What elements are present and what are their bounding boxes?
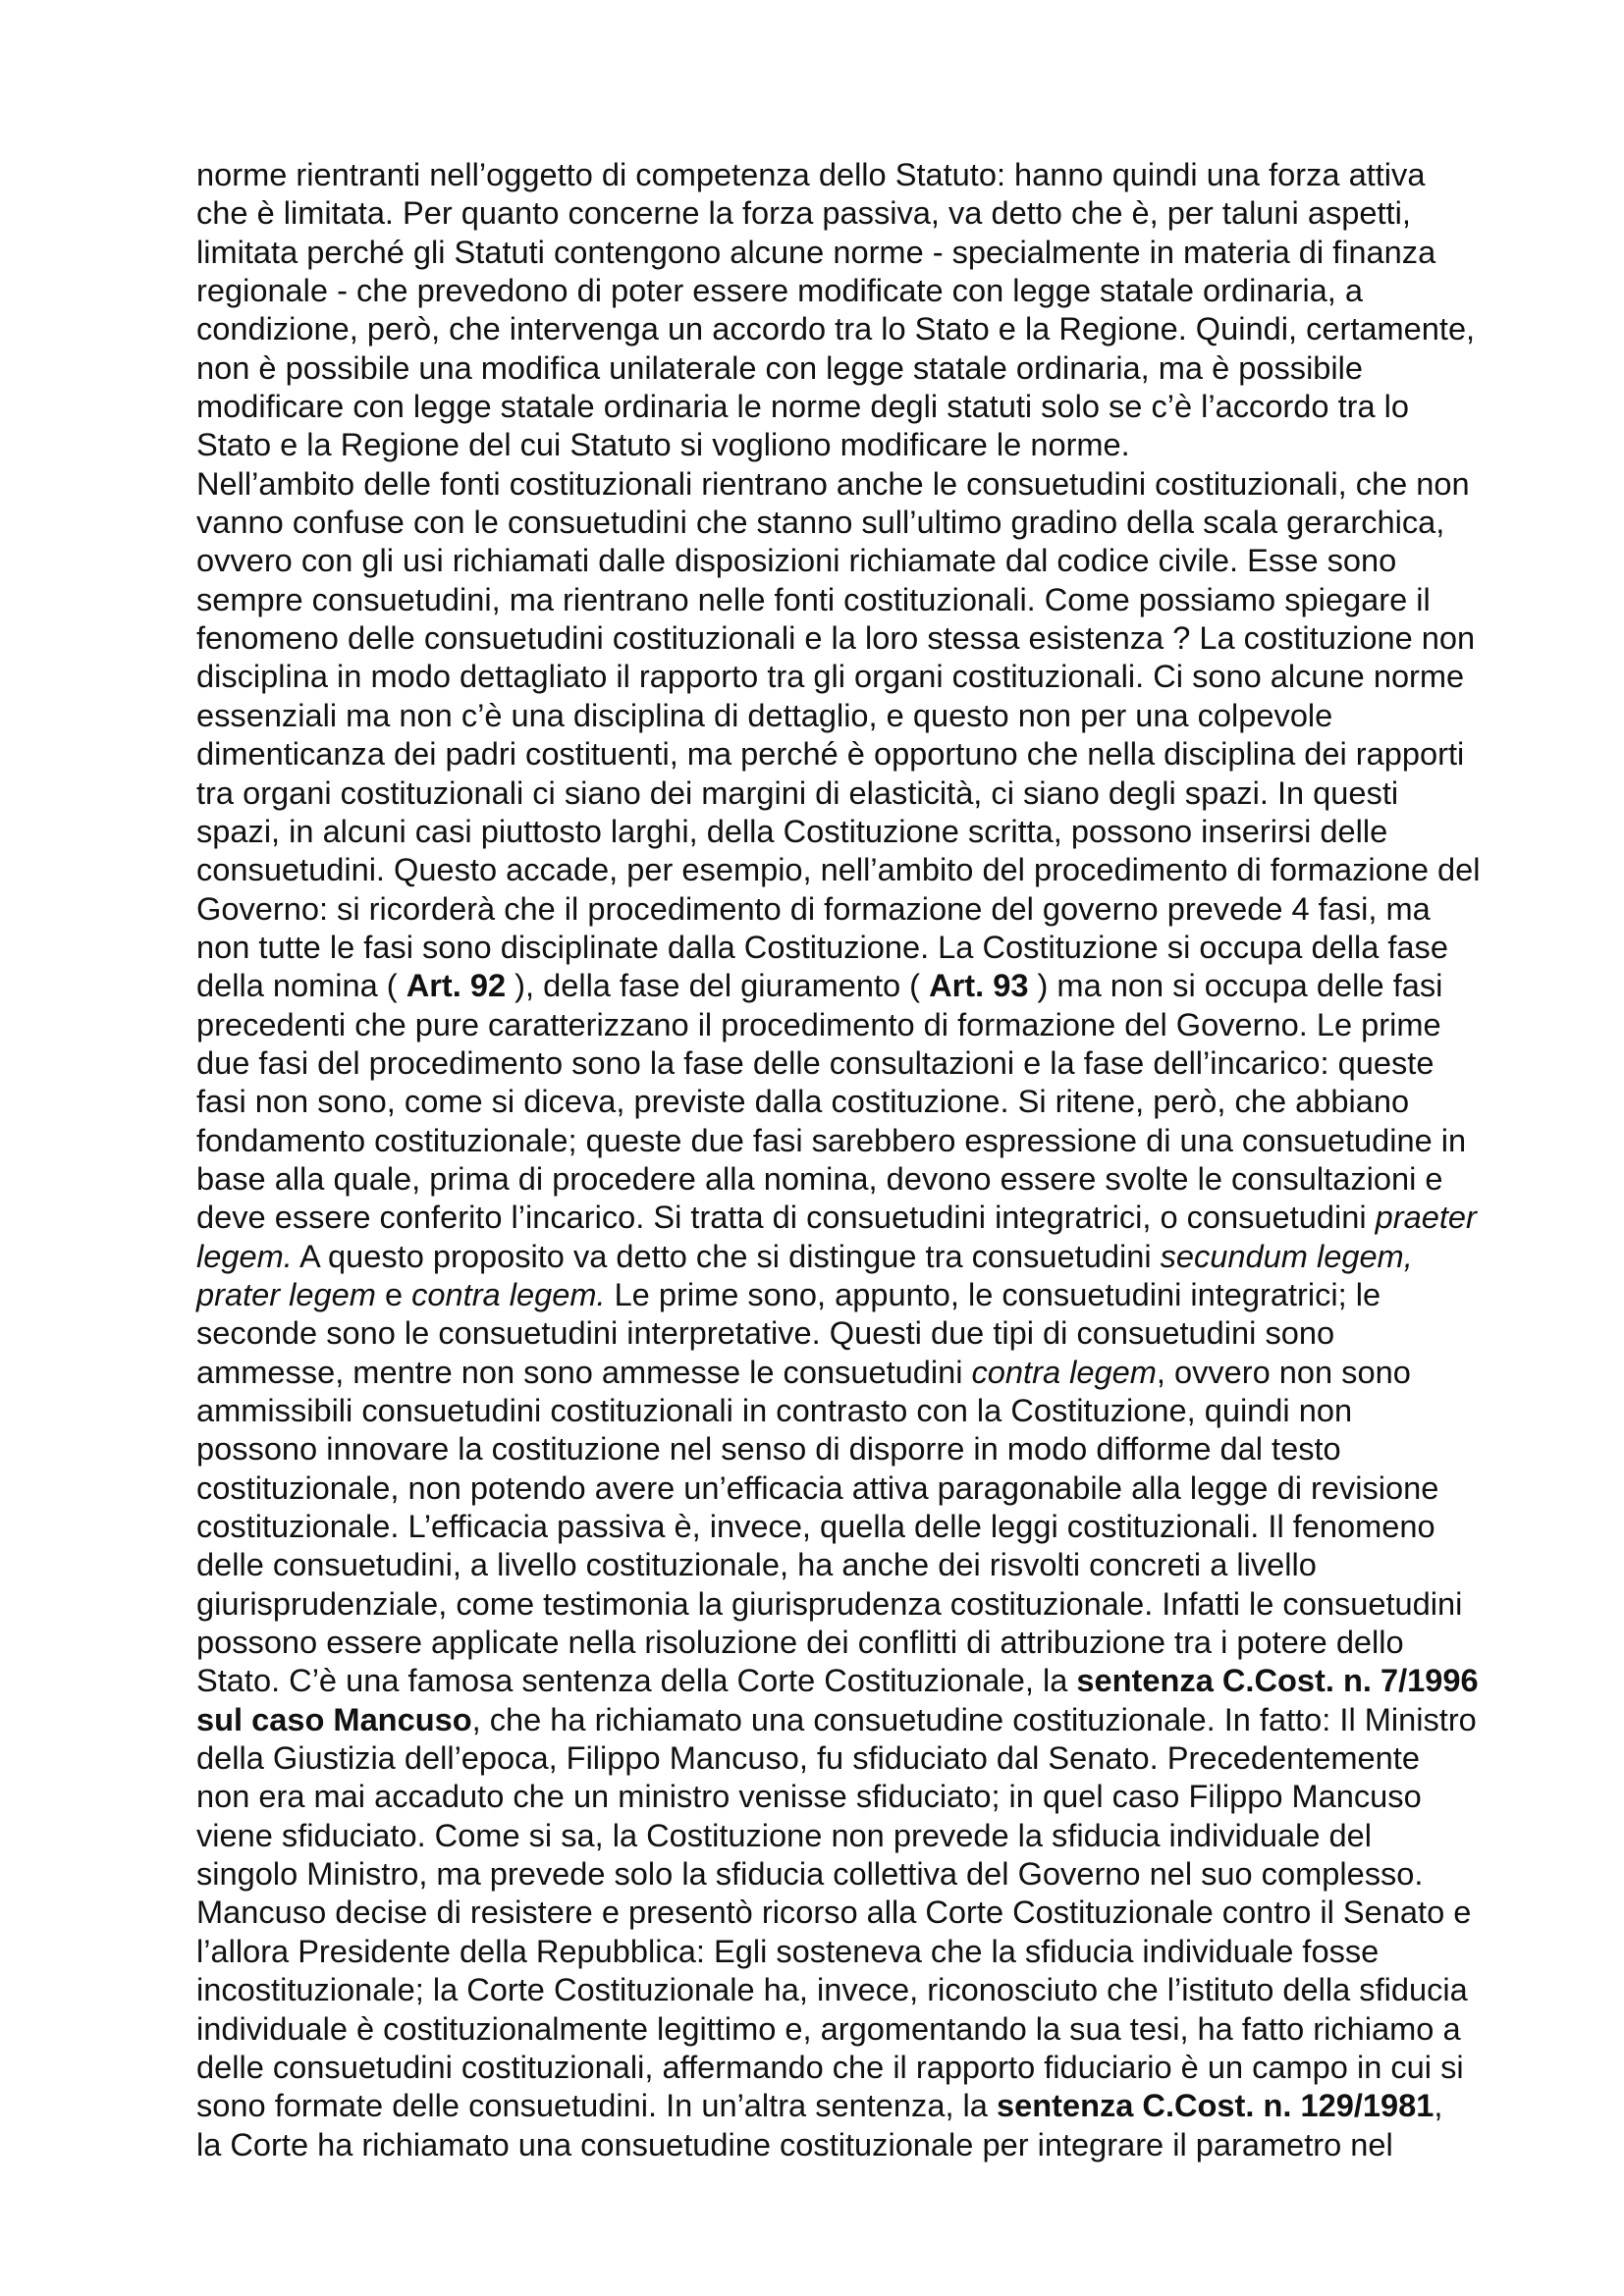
text-line (196, 812, 1488, 850)
text-segment: norme rientranti nell’oggetto di competenza dello Statuto: hanno quindi una forza attiva (196, 156, 1426, 192)
text-segment: Stato e la Regione del cui Statuto si vogliono modificare le norme. (196, 426, 1130, 463)
text-line (196, 348, 1488, 387)
text-segment: deve essere conferito l’incarico. Si tratta di consuetudini integratrici, o consuetudini (196, 1199, 1376, 1236)
text-line (196, 271, 1488, 309)
bold-text: Art. 93 (929, 967, 1029, 1004)
text-line (196, 1816, 1488, 1854)
text-segment: non era mai accaduto che un ministro venisse sfiduciato; in quel caso Filippo Mancuso (196, 1778, 1422, 1815)
text-line (196, 1005, 1488, 1043)
text-segment: individuale è costituzionalmente legittimo e, argomentando la sua tesi, ha fatto richiamo a (196, 2009, 1461, 2047)
text-line (196, 155, 1488, 193)
bold-text: sul caso Mancuso (196, 1700, 472, 1737)
text-segment: della nomina ( (196, 967, 406, 1004)
text-line (196, 2009, 1488, 2048)
text-line (196, 734, 1488, 773)
text-line (196, 1159, 1488, 1198)
text-line (196, 1854, 1488, 1893)
text-segment: ) ma non si occupa delle fasi (1028, 967, 1443, 1004)
text-segment: , (1434, 2087, 1443, 2124)
italic-text: contra legem (971, 1353, 1157, 1390)
text-segment: la Corte ha richiamato una consuetudine costituzionale per integrare il parametro nel (196, 2125, 1393, 2163)
text-segment: base alla quale, prima di procedere alla nomina, devono essere svolte le consultazioni e (196, 1159, 1443, 1197)
text-line (196, 1970, 1488, 2008)
text-line (196, 1313, 1488, 1352)
text-line (196, 1391, 1488, 1429)
text-line (196, 309, 1488, 347)
text-segment: incostituzionale; la Corte Costituzionale ha, invece, riconosciuto che l’istituto della sfiducia (196, 1971, 1468, 2008)
text-segment: della Giustizia dell’epoca, Filippo Mancuso, fu sfiduciato dal Senato. Precedentemente (196, 1739, 1420, 1777)
italic-text: praeter (1375, 1199, 1477, 1236)
text-segment: ovvero con gli usi richiamati dalle disposizioni richiamate dal codice civile. Esse sono (196, 542, 1397, 579)
text-line (196, 1661, 1488, 1699)
text-segment: limitata perché gli Statuti contengono alcune norme - specialmente in materia di finanza (196, 233, 1436, 270)
text-segment: A questo proposito va detto che si distingue tra consuetudini (292, 1237, 1161, 1274)
text-line (196, 1043, 1488, 1082)
text-segment: spazi, in alcuni casi piuttosto larghi, della Costituzione scritta, possono inserirsi delle (196, 812, 1388, 849)
text-line (196, 1584, 1488, 1623)
text-segment: costituzionale. L’efficacia passiva è, invece, quella delle leggi costituzionali. Il fenomeno (196, 1508, 1435, 1545)
text-line (196, 2048, 1488, 2086)
text-line (196, 2125, 1488, 2163)
text-line (196, 850, 1488, 888)
text-segment: consuetudini. Questo accade, per esempio, nell’ambito del procedimento di formazione del (196, 851, 1481, 888)
text-segment: ), della fase del giuramento ( (506, 967, 930, 1004)
text-segment: costituzionale, non potendo avere un’efficacia attiva paragonabile alla legge di revisione (196, 1468, 1439, 1506)
text-segment: Le prime sono, appunto, le consuetudini integratrici; le (605, 1275, 1381, 1312)
text-segment: ammissibili consuetudini costituzionali in contrasto con la Costituzione, quindi non (196, 1392, 1353, 1428)
text-segment: vanno confuse con le consuetudini che stanno sull’ultimo gradino della scala gerarchica, (196, 504, 1445, 541)
text-segment: dimenticanza dei padri costituenti, ma perché è opportuno che nella disciplina dei rapporti (196, 735, 1465, 773)
text-segment: viene sfiduciato. Come si sa, la Costituzione non prevede la sfiducia individuale del (196, 1816, 1373, 1853)
text-line (196, 889, 1488, 928)
italic-text: legem. (196, 1237, 293, 1274)
text-segment: essenziali ma non c’è una disciplina di dettaglio, e questo non per una colpevole (196, 696, 1333, 733)
italic-text: secundum legem, (1160, 1237, 1413, 1274)
text-line (196, 966, 1488, 1004)
text-line (196, 1893, 1488, 1931)
text-line (196, 193, 1488, 232)
text-segment: delle consuetudini, a livello costituzionale, ha anche dei risvolti concreti a livello (196, 1546, 1317, 1583)
text-line (196, 1429, 1488, 1468)
text-line (196, 464, 1488, 503)
text-line (196, 2086, 1488, 2124)
text-segment: tra organi costituzionali ci siano dei margini di elasticità, ci siano degli spazi. In questi (196, 774, 1399, 811)
text-line (196, 1932, 1488, 1970)
text-segment: ammesse, mentre non sono ammesse le consuetudini (196, 1353, 972, 1390)
text-segment: delle consuetudini costituzionali, affermando che il rapporto fiduciario è un campo in cui si (196, 2048, 1464, 2085)
italic-text: prater legem (196, 1275, 376, 1312)
text-segment: fasi non sono, come si diceva, previste dalla costituzione. Si ritene, però, che abbiano (196, 1083, 1410, 1120)
text-line (196, 1353, 1488, 1391)
text-line (196, 503, 1488, 541)
text-line (196, 1777, 1488, 1815)
text-line (196, 1468, 1488, 1507)
text-segment: singolo Ministro, ma prevede solo la sfiducia collettiva del Governo nel suo complesso. (196, 1855, 1424, 1893)
text-segment: modificare con legge statale ordinaria le norme degli statuti solo se c’è l’accordo tra lo (196, 388, 1409, 425)
text-line (196, 387, 1488, 425)
text-line (196, 618, 1488, 657)
text-segment: l’allora Presidente della Repubblica: Egli sosteneva che la sfiducia individuale fosse (196, 1932, 1380, 1969)
text-segment: che è limitata. Per quanto concerne la forza passiva, va detto che è, per taluni aspetti, (196, 194, 1411, 232)
text-line (196, 1275, 1488, 1313)
text-line (196, 1545, 1488, 1583)
text-segment: e (375, 1275, 412, 1312)
text-line (196, 233, 1488, 271)
text-segment: non è possibile una modifica unilaterale con legge statale ordinaria, ma è possibile (196, 348, 1364, 386)
text-segment: possono essere applicate nella risoluzione dei conflitti di attribuzione tra i potere dello (196, 1624, 1404, 1661)
text-segment: giurisprudenziale, come testimonia la giurisprudenza costituzionale. Infatti le consuetudini (196, 1584, 1463, 1622)
text-segment: disciplina in modo dettagliato il rapporto tra gli organi costituzionali. Ci sono alcune norme (196, 658, 1465, 695)
text-line (196, 580, 1488, 618)
document-page (196, 155, 1488, 2163)
text-line (196, 1121, 1488, 1159)
text-line (196, 1623, 1488, 1661)
text-segment: condizione, però, che intervenga un accordo tra lo Stato e la Regione. Quindi, certamente, (196, 310, 1476, 347)
text-segment: fenomeno delle consuetudini costituzionali e la loro stessa esistenza ? La costituzione non (196, 619, 1476, 657)
text-segment: seconde sono le consuetudini interpretative. Questi due tipi di consuetudini sono (196, 1314, 1335, 1352)
text-segment: Stato. C’è una famosa sentenza della Corte Costituzionale, la (196, 1662, 1077, 1699)
text-line (196, 1082, 1488, 1120)
text-segment: , che ha richiamato una consuetudine costituzionale. In fatto: Il Ministro (471, 1700, 1477, 1737)
text-segment: non tutte le fasi sono disciplinate dalla Costituzione. La Costituzione si occupa della fase (196, 928, 1448, 965)
text-segment: Nell’ambito delle fonti costituzionali rientrano anche le consuetudini costituzionali, che non (196, 464, 1470, 502)
text-segment: sono formate delle consuetudini. In un’altra sentenza, la (196, 2087, 997, 2124)
text-segment: Mancuso decise di resistere e presentò ricorso alla Corte Costituzionale contro il Senato e (196, 1894, 1472, 1931)
text-segment: , ovvero non sono (1156, 1353, 1411, 1390)
bold-text: sentenza C.Cost. n. 7/1996 (1076, 1662, 1479, 1699)
text-segment: fondamento costituzionale; queste due fasi sarebbero espressione di una consuetudine in (196, 1121, 1467, 1158)
bold-text: sentenza C.Cost. n. 129/1981 (996, 2087, 1435, 2124)
text-segment: regionale - che prevedono di poter essere modificate con legge statale ordinaria, a (196, 272, 1364, 309)
text-line (196, 1738, 1488, 1777)
text-line (196, 1507, 1488, 1545)
text-line (196, 1198, 1488, 1236)
text-segment: sempre consuetudini, ma rientrano nelle fonti costituzionali. Come possiamo spiegare il (196, 580, 1431, 617)
text-line (196, 425, 1488, 463)
italic-text: contra legem. (411, 1275, 606, 1312)
bold-text: Art. 92 (406, 967, 507, 1004)
text-segment: Governo: si ricorderà che il procedimento di formazione del governo prevede 4 fasi, ma (196, 889, 1431, 927)
text-segment: due fasi del procedimento sono la fase delle consultazioni e la fase dell’incarico: queste (196, 1043, 1435, 1081)
text-line (196, 1700, 1488, 1738)
text-segment: possono innovare la costituzione nel senso di disporre in modo difforme dal testo (196, 1430, 1341, 1468)
text-line (196, 541, 1488, 579)
text-segment: precedenti che pure caratterizzano il procedimento di formazione del Governo. Le prime (196, 1005, 1441, 1042)
text-line (196, 928, 1488, 966)
text-line (196, 1237, 1488, 1275)
text-line (196, 696, 1488, 734)
text-line (196, 657, 1488, 695)
text-line (196, 774, 1488, 812)
body-text (196, 155, 1488, 2163)
